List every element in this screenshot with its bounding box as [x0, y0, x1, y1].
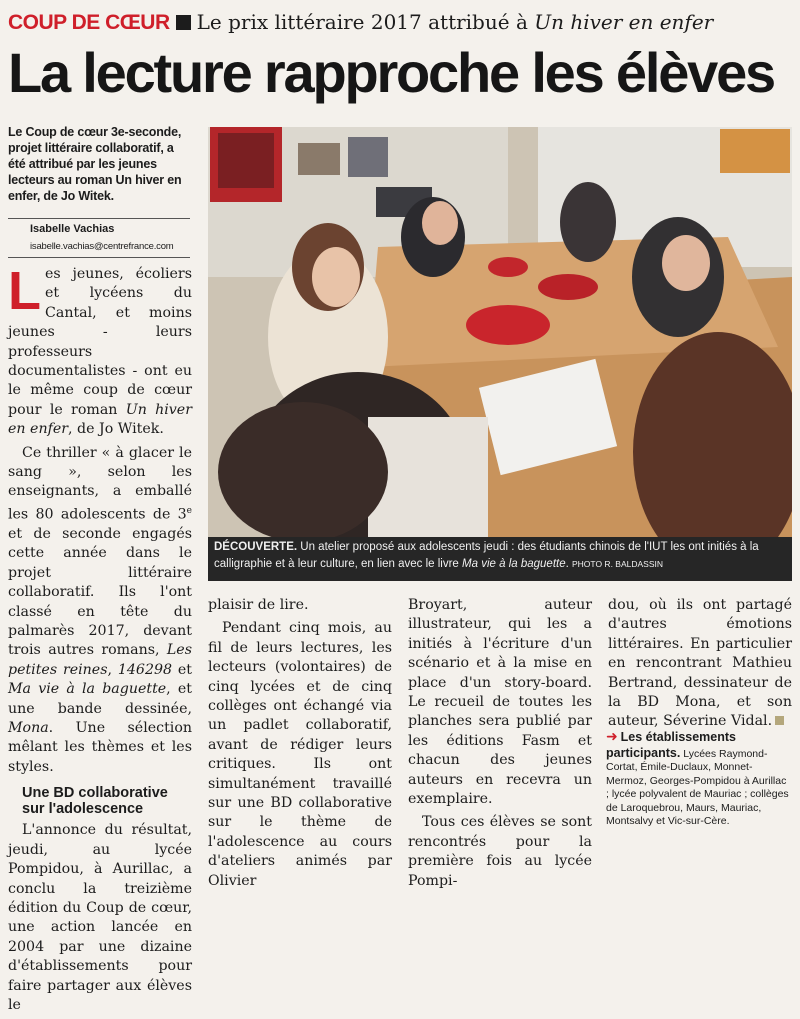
kicker-text: Le prix littéraire 2017 attribué à [196, 10, 535, 34]
chapeau: Le Coup de cœur 3e-seconde, projet littéraire collaboratif, a été attribué par les jeunes lecteurs au roman Un hiver en enfer, de Jo Witek. [8, 125, 182, 203]
paragraph: plaisir de lire. [208, 597, 309, 613]
box-title: Les établissements participants. [606, 730, 736, 760]
box-text: Lycées Raymond-Cortat, Émile-Duclaux, Monnet-Mermoz, Georges-Pompidou à Aurillac ; lycée polyvalent de Mauriac ; collèges de Laroquebrou, Maurs, Mauriac, Montsalvy et Vic-sur-Cère. [606, 747, 789, 827]
paragraph: Ce thriller « à glacer le sang », selon les enseignants, a emballé les 80 adolescents de 3e et de seconde engagés cette année dans le projet littéraire collaboratif. Ils l'ont classé en tête du palmarès 2017, devant trois autres romans, Les petites reines, 146298 et Ma vie à la baguette, et une bande dessinée, Mona. Une sélection mêlant les thèmes et les styles. [8, 444, 192, 775]
divider [8, 257, 190, 258]
headline: La lecture rapproche les élèves [8, 41, 775, 104]
photo-caption: DÉCOUVERTE. Un atelier proposé aux adolescents jeudi : des étudiants chinois de l'IUT les ont initiés à la calligraphie et à leur culture, en lien avec le livre Ma vie à la baguette. PHOTO R. BALDASSIN [208, 537, 792, 581]
article-column-1 [8, 261, 192, 1019]
paragraph: L'annonce du résultat, jeudi, au lycée Pompidou, à Aurillac, a conclu la treizième édition du Coup de cœur, une action lancée en 2004 par une dizaine d'établissements pour faire partager aux élèves le [8, 822, 192, 1013]
subheading: Une BD collaborative sur l'adolescence [22, 785, 168, 818]
classroom-photo [208, 127, 792, 537]
paragraph: Les jeunes, écoliers et lycéens du Cantal, et moins jeunes - leurs professeurs documentalistes - ont eu le même coup de cœur pour le roman Un hiver en enfer, de Jo Witek. [8, 261, 192, 438]
paragraph: dou, où ils ont partagé d'autres émotions littéraires. En particulier en rencontrant Mathieu Bertrand, dessinateur de la BD Mona, et son auteur, Séverine Vidal. [608, 597, 792, 730]
article-photo [208, 127, 792, 537]
author-name: Isabelle Vachias [30, 223, 115, 235]
paragraph: Pendant cinq mois, au fil de leurs lectures, les lecteurs (volontaires) de cinq lycées et de cinq collèges ont échangé via un padlet collaboratif, avant de rédiger leurs critiques. Ils ont simultanément travaillé sur une BD collaborative sur le thème de l'adolescence au cours d'ateliers animés par Olivier [208, 620, 392, 889]
kicker-book-title: Un hiver en enfer [534, 10, 714, 34]
author-email[interactable]: isabelle.vachias@centrefrance.com [30, 241, 174, 252]
participants-box [606, 730, 792, 829]
article-column-3 [408, 596, 592, 895]
article-column-2 [208, 596, 392, 895]
article-column-4 [608, 596, 792, 736]
caption-lead: DÉCOUVERTE. [214, 541, 298, 553]
arrow-right-icon: ➜ [606, 728, 618, 744]
square-bullet-icon [176, 15, 191, 30]
drop-cap: L [8, 261, 41, 321]
paragraph: Broyart, auteur illustrateur, qui les a initiés à l'écriture d'un scénario et à la mise en place d'un story-board. Le recueil de toutes les planches sera publié par les éditions Fasm et chacun des jeunes auteurs en recevra un exemplaire. [408, 597, 592, 808]
end-mark-icon [775, 716, 784, 725]
photo-credit: PHOTO R. BALDASSIN [572, 559, 664, 569]
paragraph: Tous ces élèves se sont rencontrés pour la première fois au lycée Pompi- [408, 814, 592, 889]
section-label: COUP DE CŒUR [8, 11, 170, 34]
divider [8, 218, 190, 219]
kicker-line [8, 10, 792, 40]
